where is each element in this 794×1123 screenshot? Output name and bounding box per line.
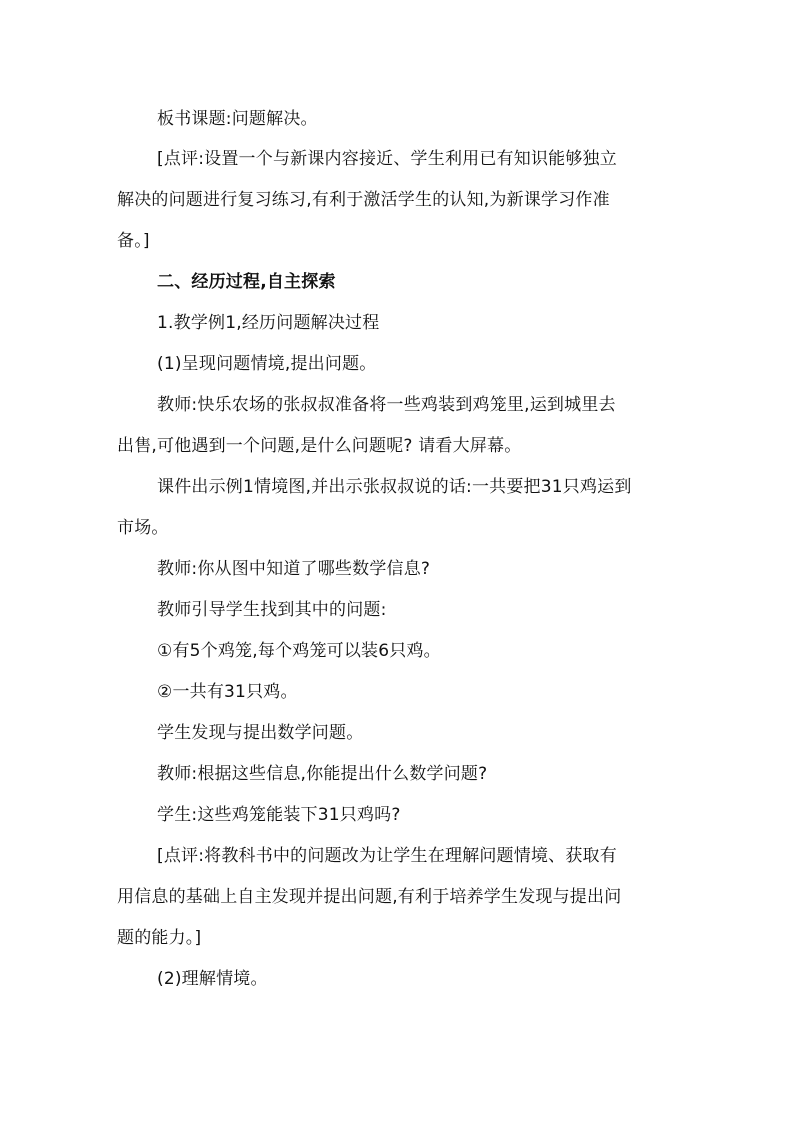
paragraph-line: 市场。 [117,518,169,538]
paragraph-line: 教师引导学生找到其中的问题: [157,600,387,620]
paragraph-line: 教师:你从图中知道了哪些数学信息? [157,559,431,579]
paragraph-line: 解决的问题进行复习练习,有利于激活学生的认知,为新课学习作准 [117,190,610,210]
paragraph-line: 课件出示例1情境图,并出示张叔叔说的话:一共要把31只鸡运到 [157,477,632,497]
paragraph-line: (1)呈现问题情境,提出问题。 [157,354,377,374]
paragraph-line: 教师:根据这些信息,你能提出什么数学问题? [157,764,488,784]
paragraph-line: 出售,可他遇到一个问题,是什么问题呢? 请看大屏幕。 [117,436,522,456]
paragraph-line: 教师:快乐农场的张叔叔准备将一些鸡装到鸡笼里,运到城里去 [157,395,616,415]
paragraph-line: 题的能力。] [117,928,202,948]
paragraph-line: 用信息的基础上自主发现并提出问题,有利于培养学生发现与提出问 [117,887,622,907]
paragraph-line: 1.教学例1,经历问题解决过程 [157,313,380,333]
paragraph-line: 板书课题:问题解决。 [157,109,318,129]
list-item: ②一共有31只鸡。 [157,682,298,702]
paragraph-line: 学生:这些鸡笼能装下31只鸡吗? [157,805,401,825]
paragraph-line: [点评:设置一个与新课内容接近、学生利用已有知识能够独立 [157,149,617,169]
list-item: ①有5个鸡笼,每个鸡笼可以装6只鸡。 [157,641,441,661]
paragraph-line: (2)理解情境。 [157,969,268,989]
paragraph-line: 学生发现与提出数学问题。 [157,723,364,743]
paragraph-line: 备。] [117,231,150,251]
section-heading: 二、经历过程,自主探索 [157,272,336,292]
paragraph-line: [点评:将教科书中的问题改为让学生在理解问题情境、获取有 [157,846,617,866]
